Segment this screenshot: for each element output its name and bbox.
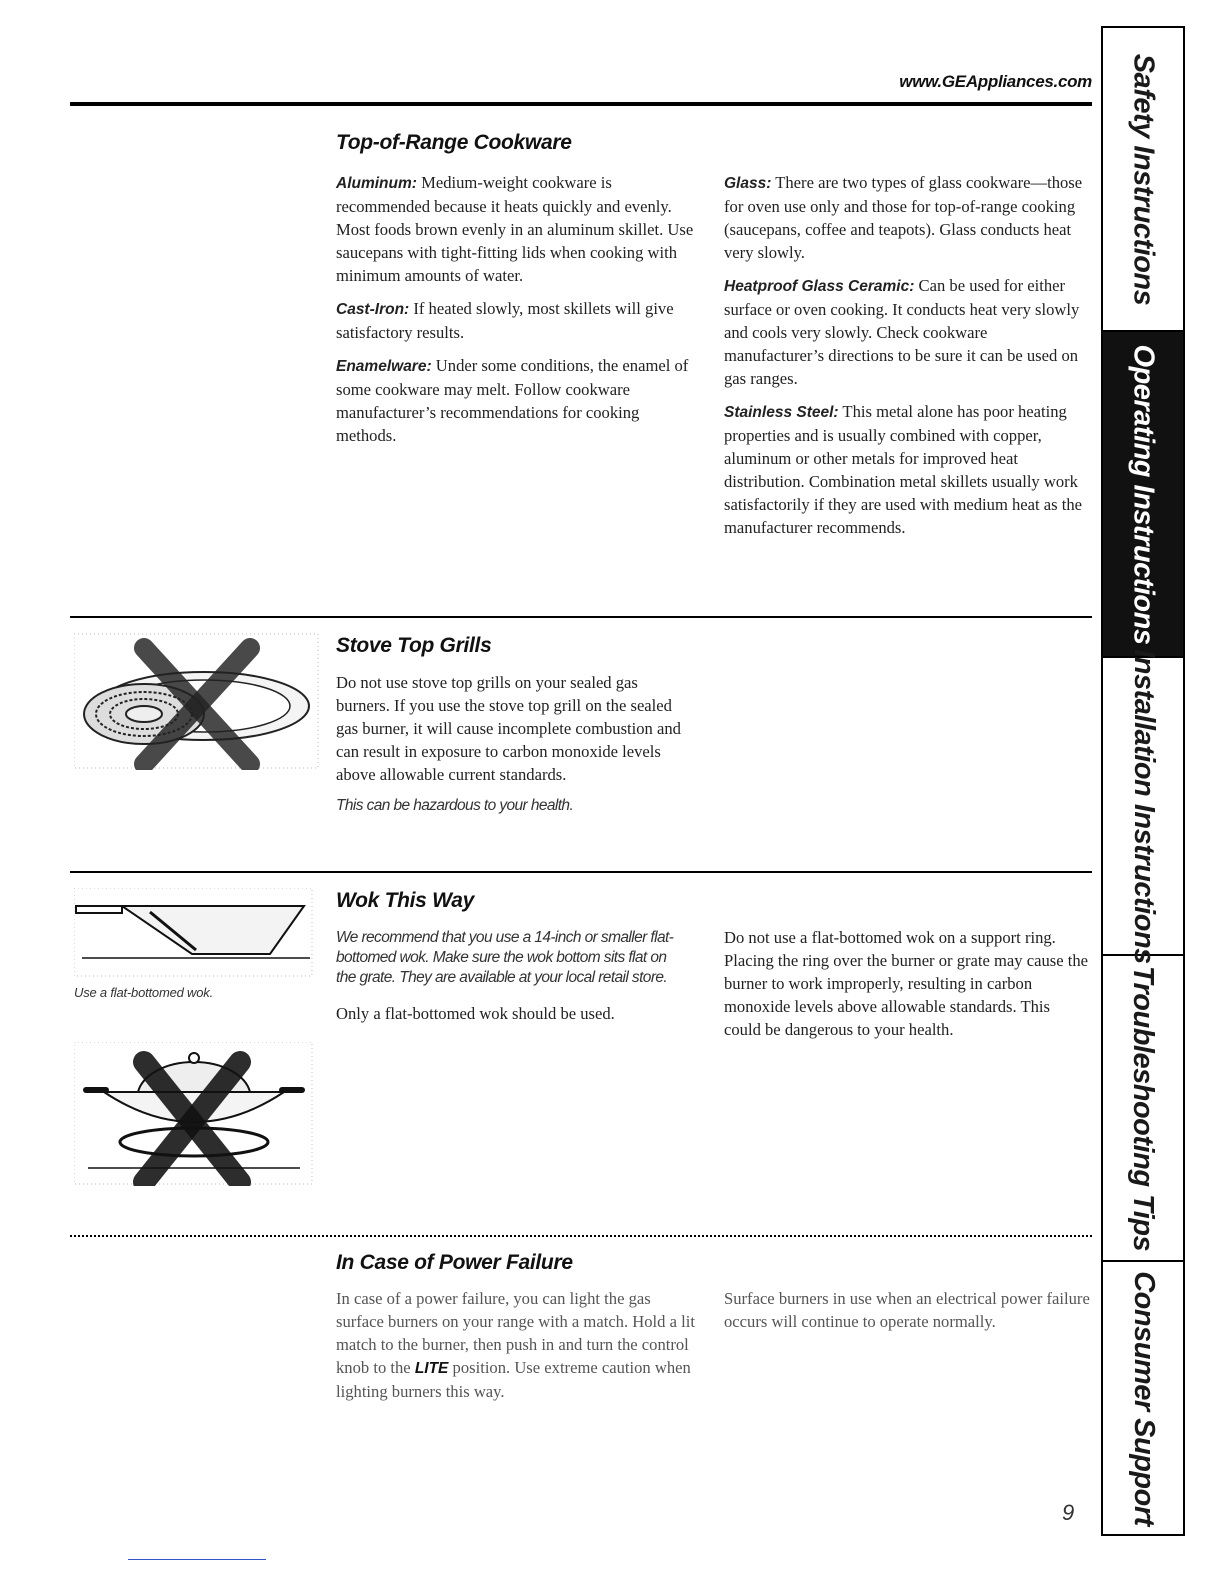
section-title-power-failure: In Case of Power Failure [336, 1251, 573, 1274]
lite-position-label: LITE [414, 1360, 449, 1377]
wok-left-column [336, 928, 686, 1025]
text-glass-ceramic: Can be used for either surface or oven cooking. It conducts heat very slowly and cools very slowly. Check cookware manufacturer’s directions to be sure it can be used on gas ranges. [724, 276, 1080, 388]
page-number: 9 [1062, 1500, 1075, 1525]
footer-line [128, 1559, 266, 1560]
paragraph-stainless-steel [724, 400, 1090, 539]
term-stainless-steel: Stainless Steel: [724, 404, 839, 421]
tab-label: Installation Instructions [1127, 648, 1160, 964]
term-glass: Glass: [724, 175, 772, 192]
term-enamelware: Enamelware: [336, 358, 432, 375]
section-title-wok: Wok This Way [336, 889, 474, 912]
cookware-left-column [336, 171, 696, 457]
tab-installation-instructions[interactable] [1103, 648, 1183, 964]
flat-bottomed-wok-illustration [74, 888, 314, 978]
text-stainless-steel: This metal alone has poor heating properties and is usually combined with copper, aluminum or other metals for improved heat distribution. Combination metal skillets usually work satisfactorily if they are used with medium heat as the manufacturer recommends. [724, 402, 1083, 537]
wok-text-2: Do not use a flat-bottomed wok on a support ring. Placing the ring over the burner or grate may cause the burner to work improperly, resulting in carbon monoxide levels above allowable standards. This could be dangerous to your health. [724, 928, 1089, 1039]
paragraph-cast-iron [336, 297, 696, 344]
term-glass-ceramic: Heatproof Glass Ceramic: [724, 278, 915, 295]
term-aluminum: Aluminum: [336, 175, 417, 192]
website-url: www.GEAppliances.com [899, 72, 1092, 91]
text-glass: There are two types of glass cookware—those for oven use only and those for top-of-range cooking (saucepans, coffee and teapots). Glass conducts heat very slowly. [724, 173, 1083, 262]
text-enamelware: Under some conditions, the enamel of some cookware may melt. Follow cookware manufacturer’s recommendations for cooking methods. [336, 356, 689, 445]
power-text-1 [336, 1287, 696, 1403]
wok-on-support-ring-illustration [74, 1042, 314, 1186]
section-divider [70, 616, 1092, 618]
grills-content [336, 671, 682, 816]
text-cast-iron: If heated slowly, most skillets will give satisfactory results. [336, 299, 674, 342]
section-title-cookware: Top-of-Range Cookware [336, 131, 572, 154]
stove-top-grill-illustration [74, 632, 320, 770]
tab-safety-instructions[interactable] [1103, 28, 1183, 332]
tab-operating-instructions[interactable] [1103, 332, 1183, 658]
paragraph-glass-ceramic [724, 274, 1090, 390]
cookware-right-column [724, 171, 1090, 549]
tab-label: Safety Instructions [1127, 53, 1160, 305]
wok-text-1: Only a flat-bottomed wok should be used. [336, 1004, 615, 1023]
wok-recommendation-note: We recommend that you use a 14-inch or smaller flat-bottomed wok. Make sure the wok bottom sits flat on the grate. They are available at your local retail store. [336, 929, 674, 986]
grills-warning: This can be hazardous to your health. [336, 797, 574, 814]
tab-label: Consumer Support [1127, 1270, 1160, 1526]
tab-troubleshooting-tips[interactable] [1103, 956, 1183, 1262]
paragraph-enamelware [336, 354, 696, 447]
grills-text: Do not use stove top grills on your sealed gas burners. If you use the stove top grill on the sealed gas burner, it will cause incomplete combustion and can result in exposure to carbon monoxide levels above allowable current standards. [336, 673, 681, 784]
tab-consumer-support[interactable] [1103, 1262, 1183, 1534]
section-title-grills: Stove Top Grills [336, 634, 492, 657]
wok-caption: Use a flat-bottomed wok. [74, 985, 213, 1000]
tab-label: Operating Instructions [1127, 344, 1160, 644]
paragraph-aluminum [336, 171, 696, 287]
text-aluminum: Medium-weight cookware is recommended because it heats quickly and evenly. Most foods brown evenly in an aluminum skillet. Use saucepans with tight-fitting lids when cooking with minimum amounts of water. [336, 173, 694, 285]
term-cast-iron: Cast-Iron: [336, 301, 410, 318]
power-text-2: Surface burners in use when an electrical power failure occurs will continue to operate normally. [724, 1289, 1090, 1331]
header-rule [70, 102, 1092, 106]
paragraph-glass [724, 171, 1090, 264]
section-divider [70, 1235, 1092, 1237]
tab-label: Troubleshooting Tips [1127, 965, 1160, 1251]
power-text-1b: position. Use extreme caution when lighting burners this way. [336, 1358, 691, 1401]
section-tabs [1101, 26, 1185, 1536]
power-text-1a: In case of a power failure, you can light the gas surface burners on your range with a match. Hold a lit match to the burner, then push in and turn the control knob to the [336, 1289, 695, 1377]
section-divider [70, 871, 1092, 873]
